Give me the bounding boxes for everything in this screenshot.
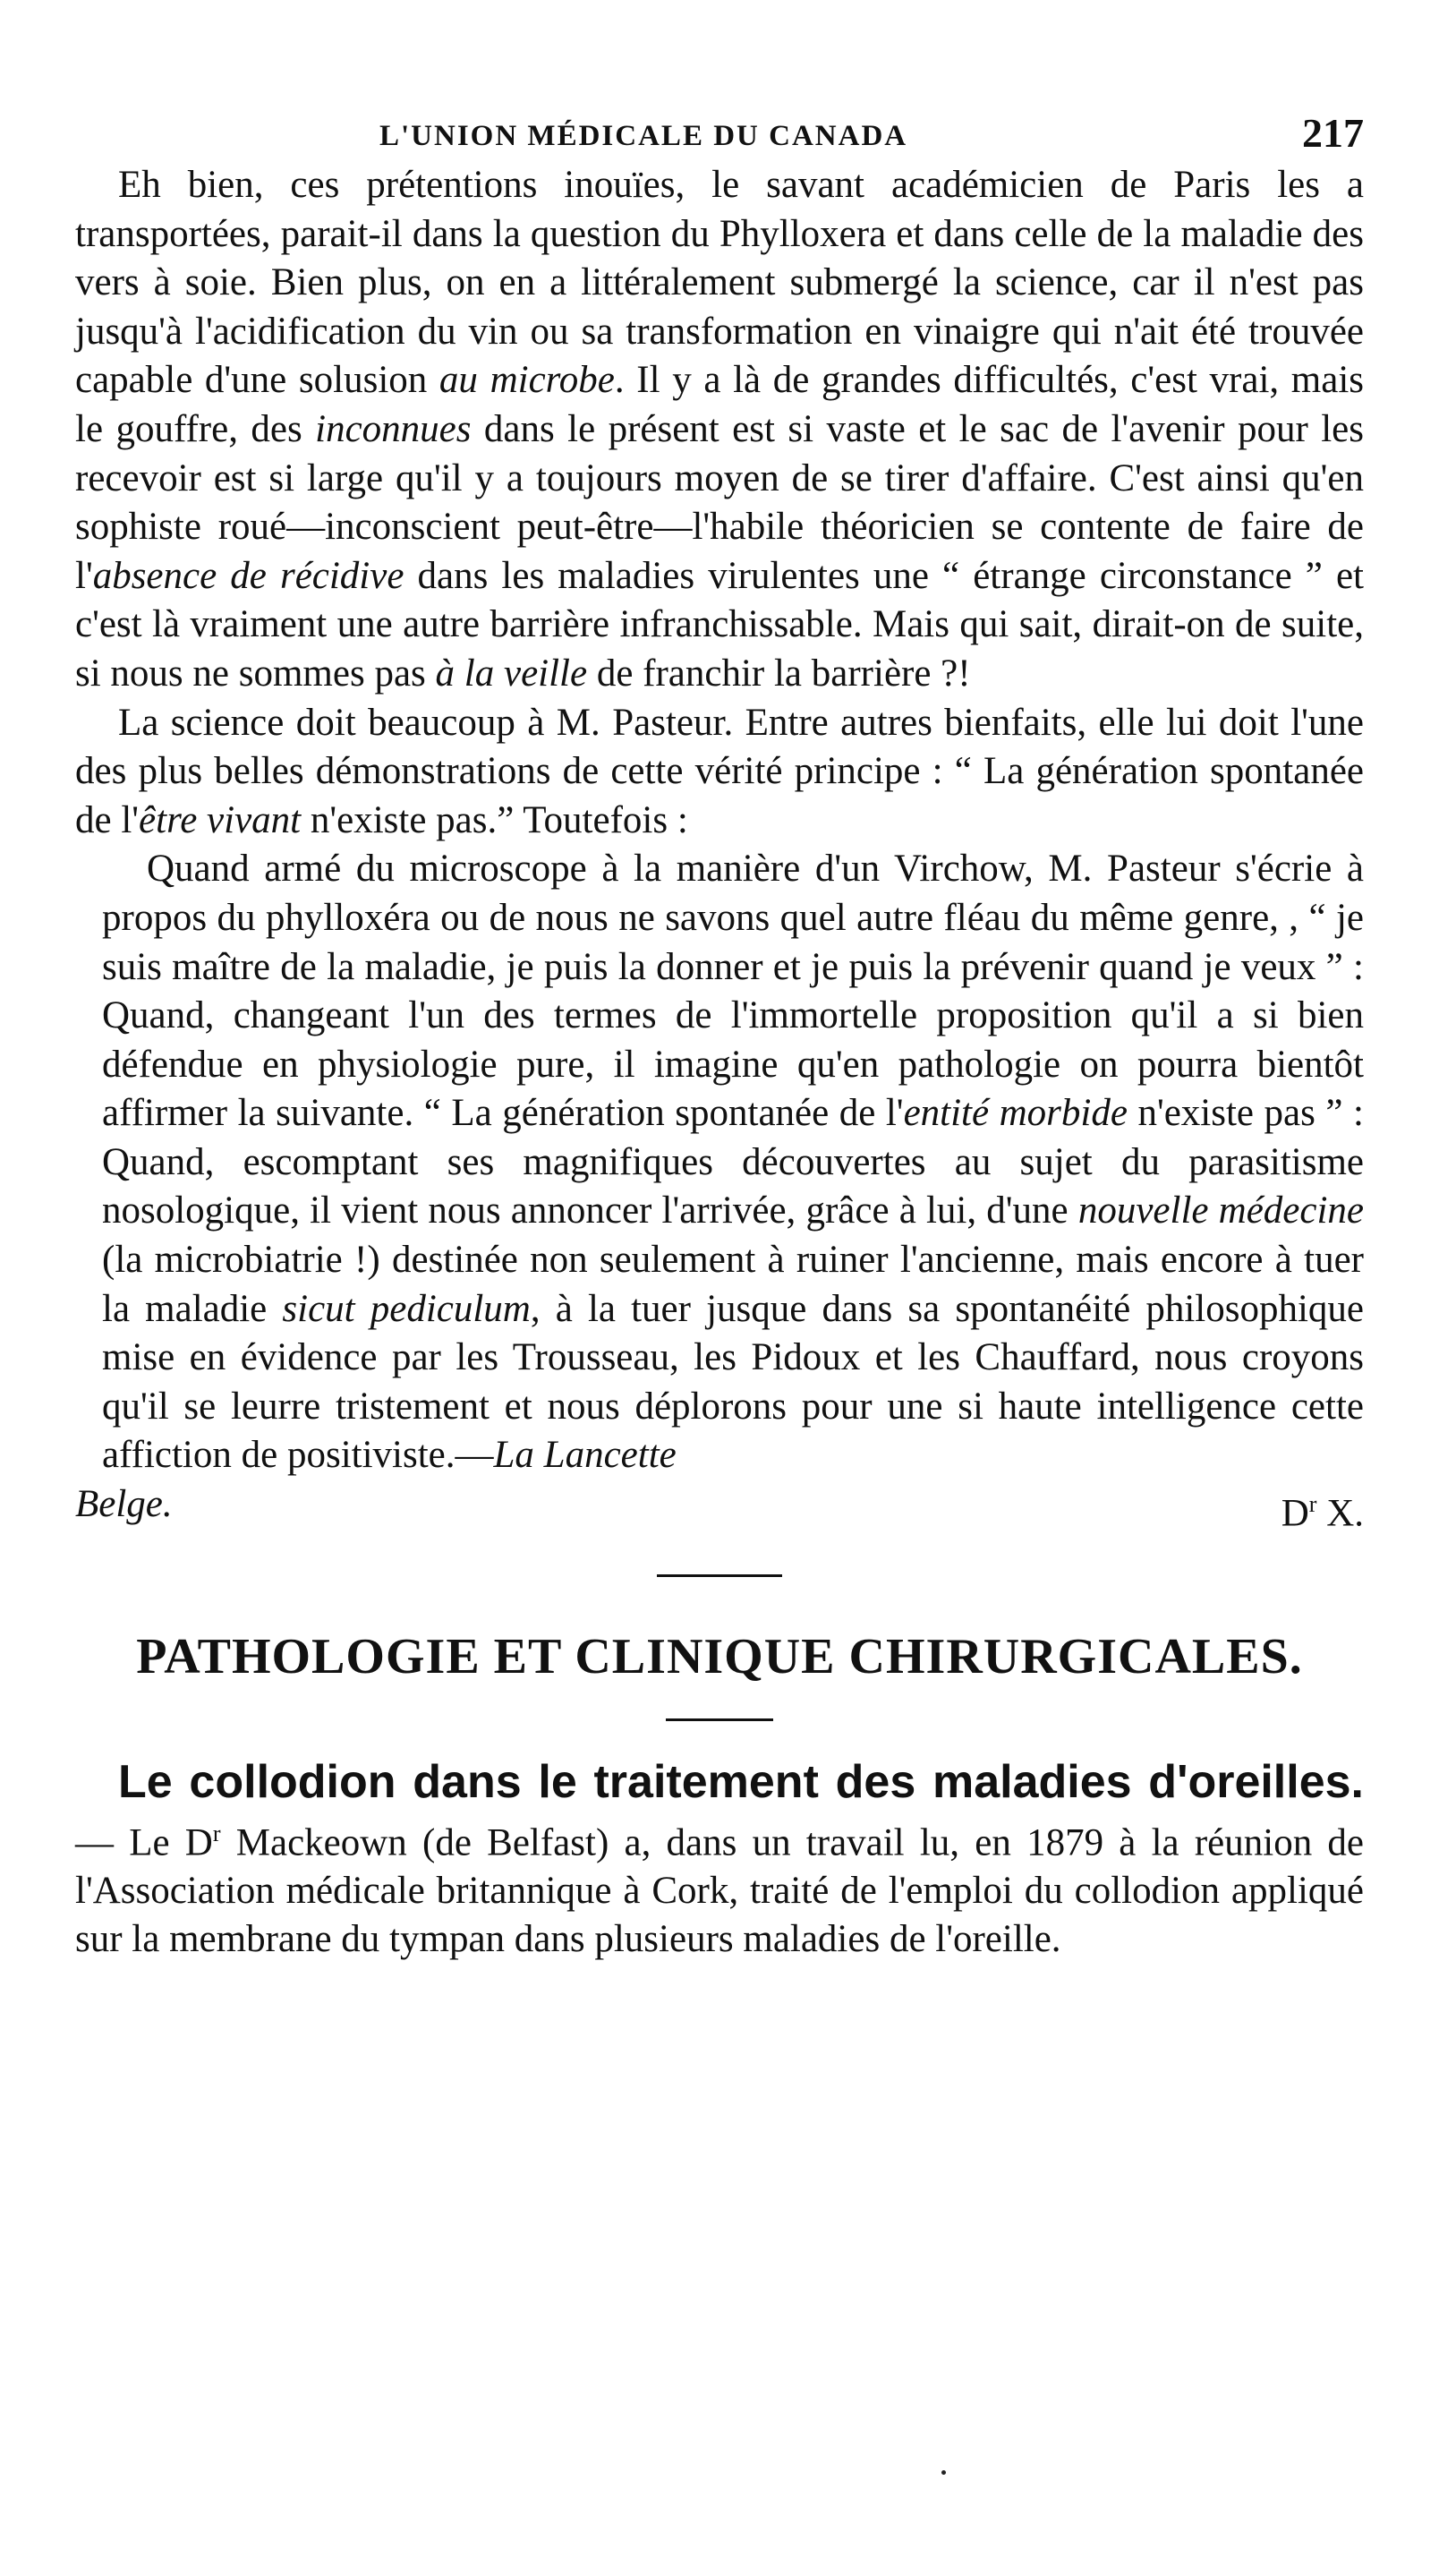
ink-speck [941,2470,946,2475]
quote-text-b: n'existe pas ” : Quand, escomptant ses magnifiques découvertes au sujet du parasitisme nosologique, il vient nous annoncer l'arrivée, grâce à lui, d'une [102,1092,1364,1232]
journal-title: L'UNION MÉDICALE DU CANADA [379,120,908,152]
paragraph-2-emphasis-a: être vivant [139,798,302,841]
quote-text-a: Quand armé du microscope à la manière d'un Virchow, M. Pasteur s'écrie à propos du phylloxéra ou de nous ne savons quel autre fléau du même genre, , “ je suis maître de la maladie, je puis la donner et je puis la prévenir quand je veux ” : Quand, changeant l'un des termes de l'immortelle proposition qu'il a si bien défendue en physiologie pure, il imagine qu'en pathologie on pourra bientôt affirmer la suivante. “ La génération spontanée de l' [102,848,1364,1135]
running-head [75,107,1364,161]
paragraph-1-emphasis-b: inconnues [315,407,472,450]
paragraph-1-text-a: Eh bien, ces prétentions inouïes, le savant académicien de Paris les a transportées, parait-il dans la question du Phylloxera et dans celle de la maladie des vers à soie. Bien plus, on en a littéralement submergé la science, car il n'est pas jusqu'à l'acidification du vin ou sa transformation en vinaigre qui n'ait été trouvée capable d'une solusion [75,164,1364,402]
paragraph-2-text-b: n'existe pas.” Toutefois : [301,798,688,841]
article-text: Mackeown (de Belfast) a, dans un travail lu, en 1879 à la réunion de l'Association médicale britannique à Cork, traité de l'emploi du collodion appliqué sur la membrane du tympan dans plusieurs maladies de l'oreille. [75,1821,1365,1961]
paragraph-2 [75,699,1364,846]
article [75,1757,1364,1964]
body-text [75,161,1364,1539]
quote-emphasis-d: La Lancette [493,1434,677,1477]
author-prefix: D [1281,1492,1309,1535]
quote-emphasis-a: entité morbide [903,1092,1128,1135]
separator-rule [657,1574,782,1577]
quoted-passage [102,845,1364,1480]
quote-emphasis-c: sicut pediculum [282,1287,531,1330]
quote-emphasis-b: nouvelle médecine [1077,1189,1364,1232]
paragraph-1-emphasis-a: au microbe [439,359,615,402]
author-superscript: r [1308,1491,1317,1518]
author-signature [1281,1480,1364,1539]
section-heading: PATHOLOGIE ET CLINIQUE CHIRURGICALES. [136,1628,1303,1684]
quote-text-c: (la microbiatrie !) destinée non seulement à ruiner l'ancienne, mais encore à tuer la maladie [102,1239,1364,1330]
paragraph-1-emphasis-d: à la veille [435,652,588,695]
article-dash: — Le D [75,1821,213,1864]
paragraph-1 [75,161,1364,699]
paragraph-1-text-d: dans les maladies virulentes une “ étrange circonstance ” et c'est là vraiment une autre barrière infranchissable. Mais qui sait, dirait-on de suite, si nous ne sommes pas [75,554,1365,695]
article-title: Le collodion dans le traitement des maladies d'oreilles. [118,1755,1364,1808]
paragraph-1-text-c: dans le présent est si vaste et le sac de l'avenir pour les recevoir est si large qu'il y a toujours moyen de se tirer d'affaire. C'est ainsi qu'en sophiste roué—inconscient peut-être—l'habile théoricien se contente de faire de l' [75,407,1364,597]
page [75,107,1364,1964]
paragraph-1-emphasis-c: absence de récidive [92,554,404,597]
paragraph-1-text-e: de franchir la barrière ?! [587,652,971,695]
quote-text-d: , à la tuer jusque dans sa spontanéité philosophique mise en évidence par les Trousseau, les Pidoux et les Chauffard, nous croyons qu'il se leurre tristement et nous déplorons pour une si haute intelligence cette affiction de positiviste.— [102,1287,1364,1477]
article-superscript: r [212,1820,221,1846]
paragraph-2-text-a: La science doit beaucoup à M. Pasteur. Entre autres bienfaits, elle lui doit l'une des plus belles démonstrations de cette vérité principe : “ La génération spontanée de l' [75,701,1364,841]
source-citation: Belge. [75,1483,173,1526]
section-rule [666,1718,773,1721]
signature-line [75,1480,1364,1539]
author-name: X. [1316,1492,1364,1535]
paragraph-1-text-b: . Il y a là de grandes difficultés, c'est vrai, mais le gouffre, des [75,359,1365,450]
page-number: 217 [1302,110,1364,156]
